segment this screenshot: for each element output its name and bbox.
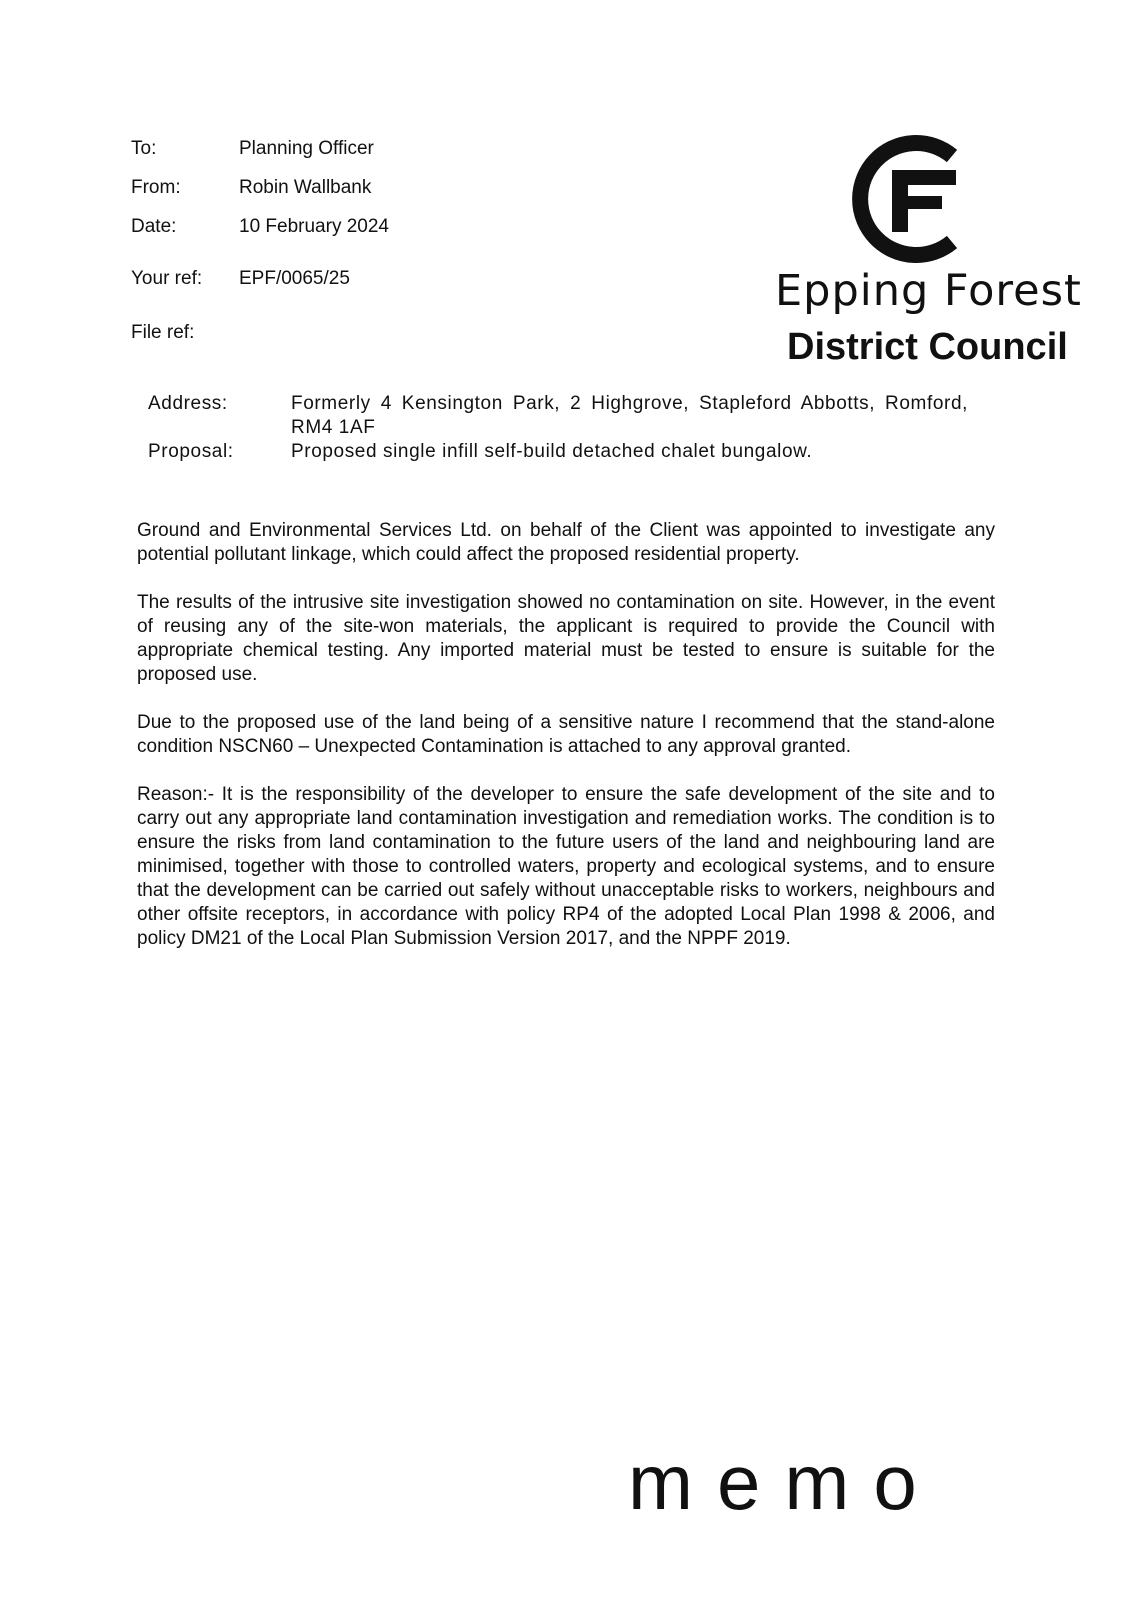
logo-title-line1: Epping Forest (775, 266, 1082, 316)
address-value: Formerly 4 Kensington Park, 2 Highgrove, Stapleford Abbotts, Romford, RM4 1AF (291, 393, 968, 438)
address-row (148, 392, 968, 440)
application-details (148, 392, 968, 464)
council-emblem-icon (848, 134, 968, 264)
logo-title-line2: District Council (787, 326, 1068, 368)
body-paragraph: Due to the proposed use of the land being of a sensitive nature I recommend that the stand-alone condition NSCN60 – Unexpected Contamination is attached to any approval granted. (137, 712, 995, 757)
body-paragraph: Ground and Environmental Services Ltd. on behalf of the Client was appointed to investigate any potential pollutant linkage, which could affect the proposed residential property. (137, 520, 995, 565)
address-label: Address: (148, 393, 228, 414)
proposal-row (148, 440, 968, 464)
file-ref-label: File ref: (131, 322, 195, 343)
proposal-label: Proposal: (148, 441, 234, 462)
date-label: Date: (131, 216, 177, 237)
your-ref-value: EPF/0065/25 (239, 268, 350, 289)
body-paragraph: The results of the intrusive site investigation showed no contamination on site. However, in the event of reusing any of the site-won materials, the applicant is required to provide the Council with appropriate chemical testing. Any imported material must be tested to ensure is suitable for the proposed use. (137, 592, 995, 685)
to-value: Planning Officer (239, 138, 374, 159)
memo-footer-title: memo (628, 1438, 941, 1526)
date-value: 10 February 2024 (239, 216, 389, 237)
memo-body (137, 519, 995, 975)
body-paragraph: Reason:- It is the responsibility of the developer to ensure the safe development of the site and to carry out any appropriate land contamination investigation and remediation works. The condition is to ensure the risks from land contamination to the future users of the land and neighbouring land are minimised, together with those to controlled waters, property and ecological systems, and to ensure that the development can be carried out safely without unacceptable risks to workers, neighbours and other offsite receptors, in accordance with policy RP4 of the adopted Local Plan 1998 & 2006, and policy DM21 of the Local Plan Submission Version 2017, and the NPPF 2019. (137, 784, 995, 949)
your-ref-label: Your ref: (131, 268, 203, 289)
to-label: To: (131, 138, 157, 159)
from-label: From: (131, 177, 181, 198)
from-value: Robin Wallbank (239, 177, 372, 198)
council-logo (770, 130, 1090, 380)
proposal-value: Proposed single infill self-build detached chalet bungalow. (291, 441, 813, 462)
